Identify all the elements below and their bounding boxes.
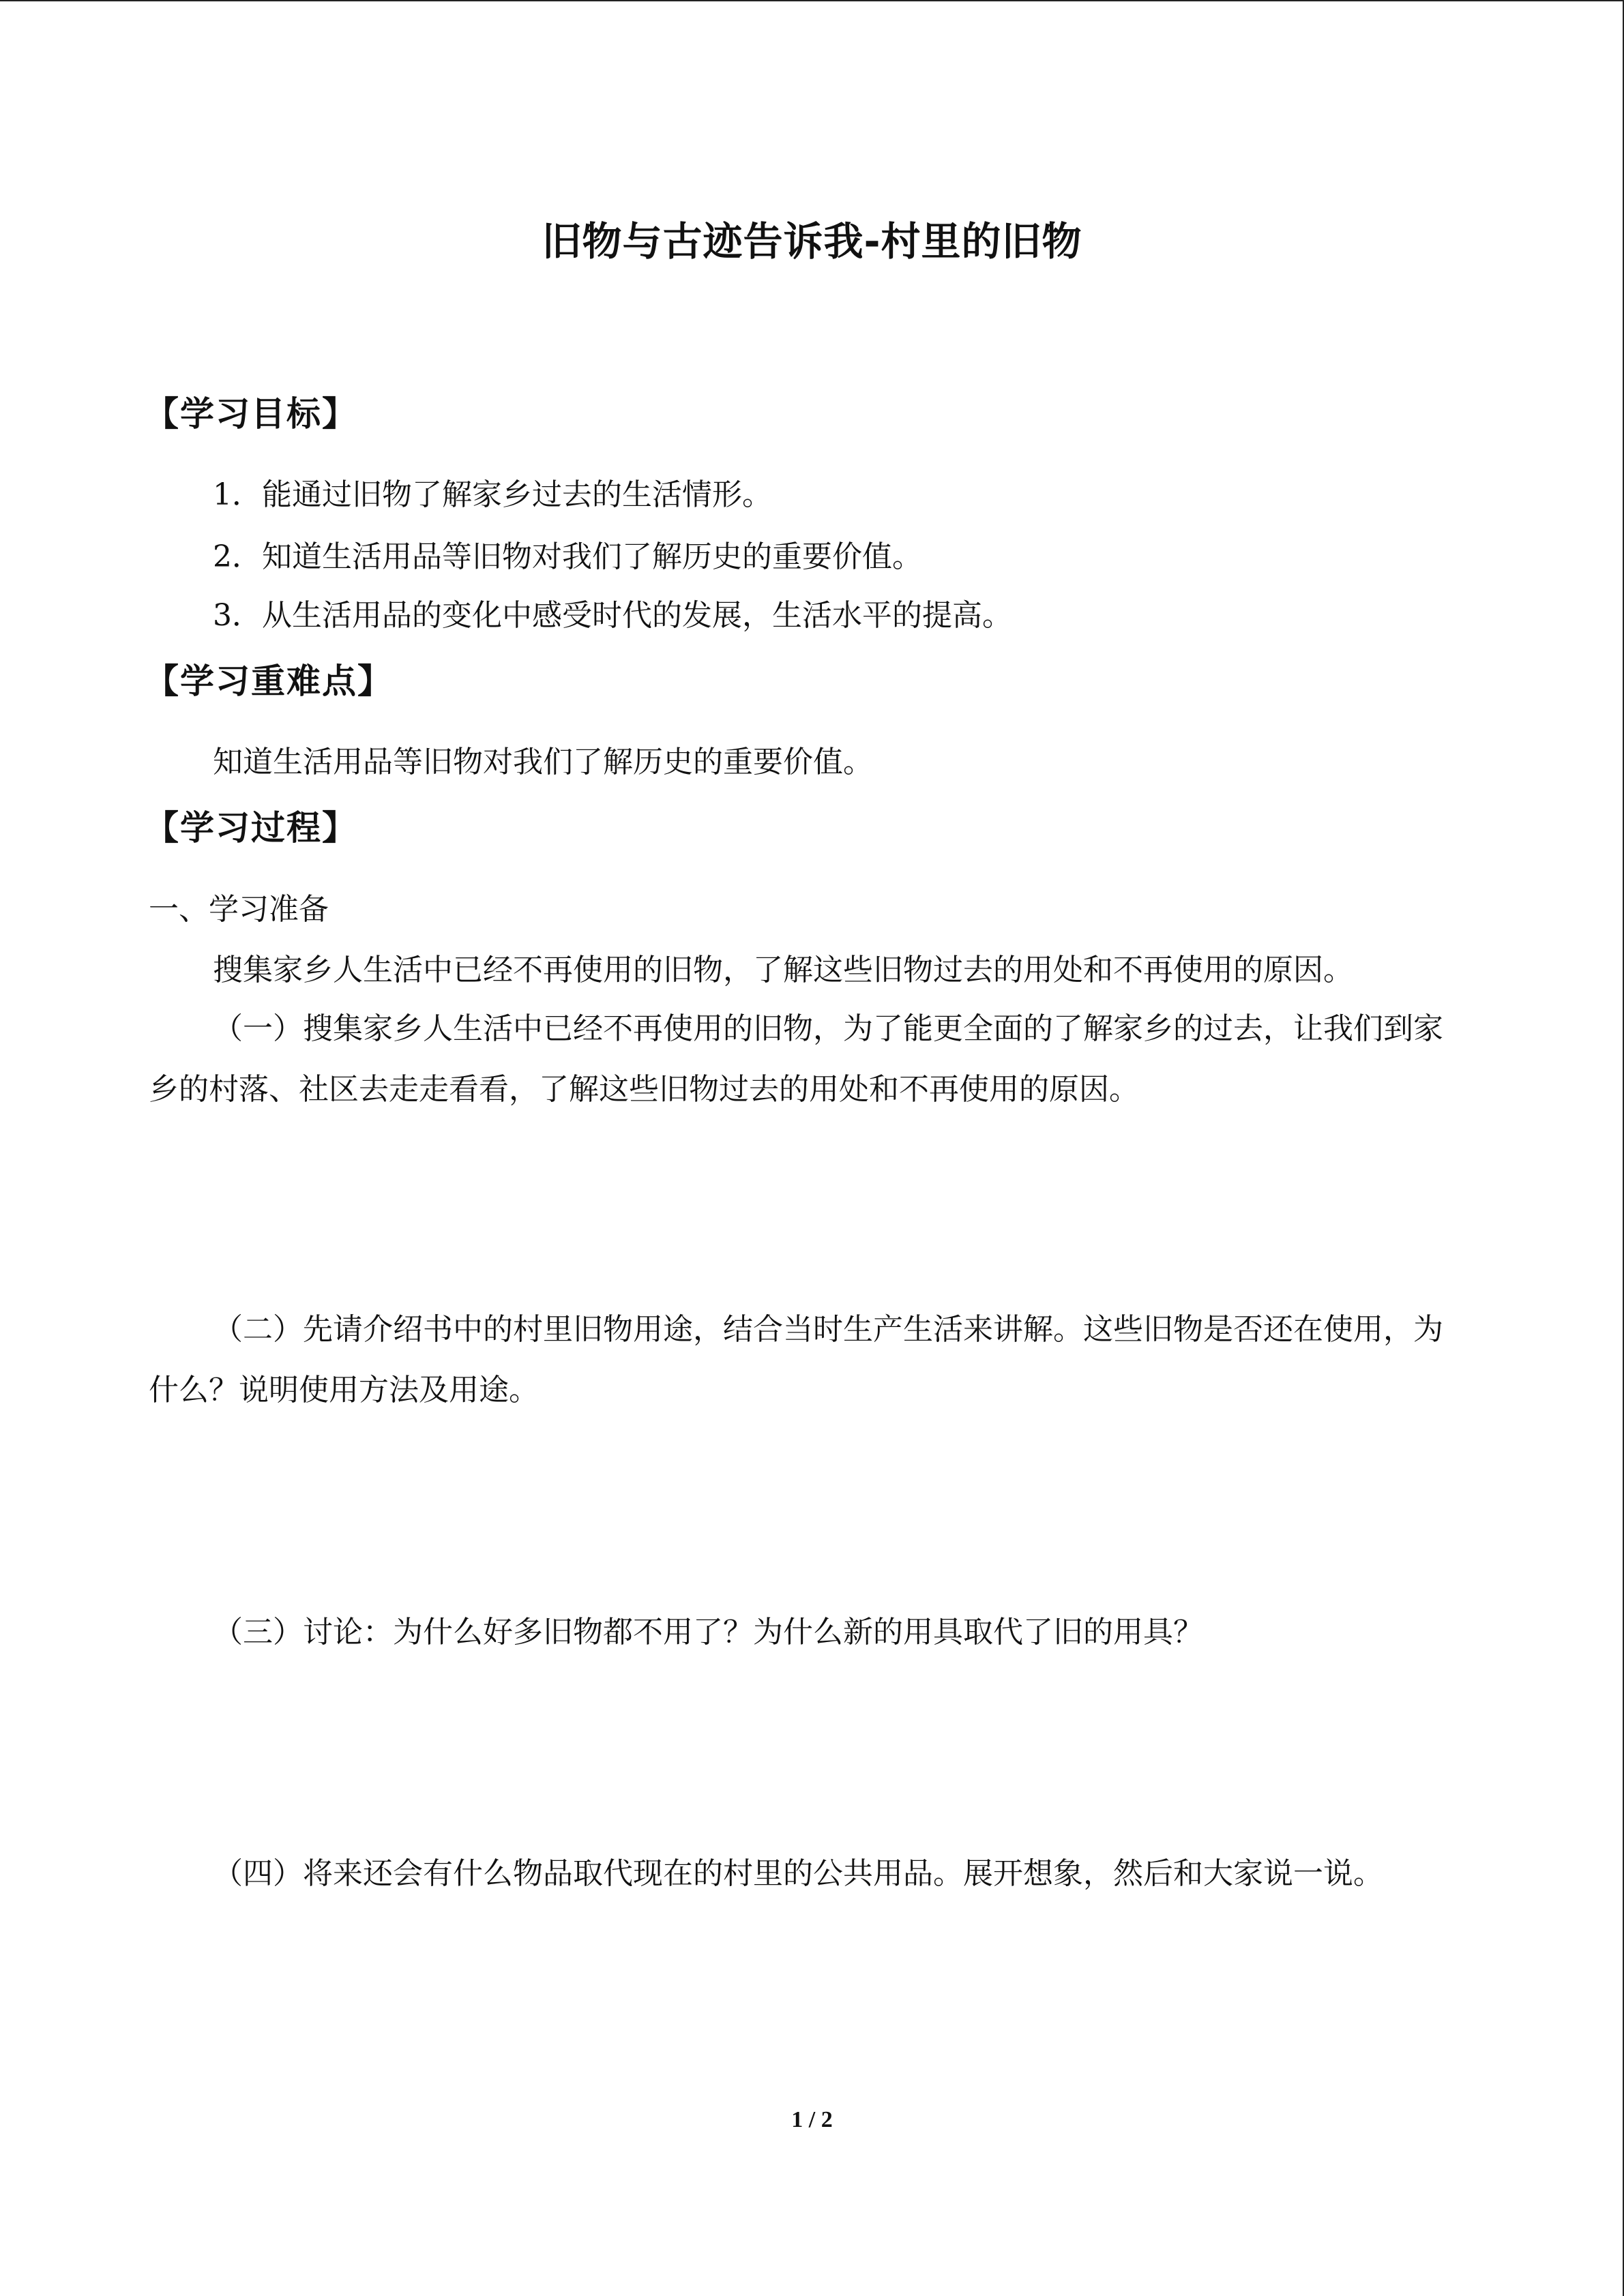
document-title: 旧物与古迹告诉我-村里的旧物 xyxy=(542,218,1082,265)
process-step-2: （二）先请介绍书中的村里旧物用途，结合当时生产生活来讲解。这些旧物是否还在使用，为什么？说明使用方法及用途。 xyxy=(149,1312,1443,1407)
process-subheading: 一、学习准备 xyxy=(149,892,329,927)
key-points-heading: 【学习重难点】 xyxy=(145,661,393,701)
objective-item-2: 2．知道生活用品等旧物对我们了解历史的重要价值。 xyxy=(213,539,922,574)
objectives-heading: 【学习目标】 xyxy=(145,394,357,434)
process-step-4: （四）将来还会有什么物品取代现在的村里的公共用品。展开想象，然后和大家说一说。 xyxy=(213,1856,1383,1891)
page-number: 1 / 2 xyxy=(791,2107,833,2132)
process-heading: 【学习过程】 xyxy=(145,808,357,848)
objective-item-3: 3．从生活用品的变化中感受时代的发展，生活水平的提高。 xyxy=(213,598,1012,633)
process-intro: 搜集家乡人生活中已经不再使用的旧物，了解这些旧物过去的用处和不再使用的原因。 xyxy=(213,953,1353,987)
process-step-3: （三）讨论：为什么好多旧物都不用了？为什么新的用具取代了旧的用具？ xyxy=(213,1615,1203,1650)
objective-item-1: 1．能通过旧物了解家乡过去的生活情形。 xyxy=(213,477,772,512)
key-points-text: 知道生活用品等旧物对我们了解历史的重要价值。 xyxy=(213,745,873,779)
process-step-1: （一）搜集家乡人生活中已经不再使用的旧物，为了能更全面的了解家乡的过去，让我们到家乡的村落、社区去走走看看，了解这些旧物过去的用处和不再使用的原因。 xyxy=(149,1011,1443,1107)
